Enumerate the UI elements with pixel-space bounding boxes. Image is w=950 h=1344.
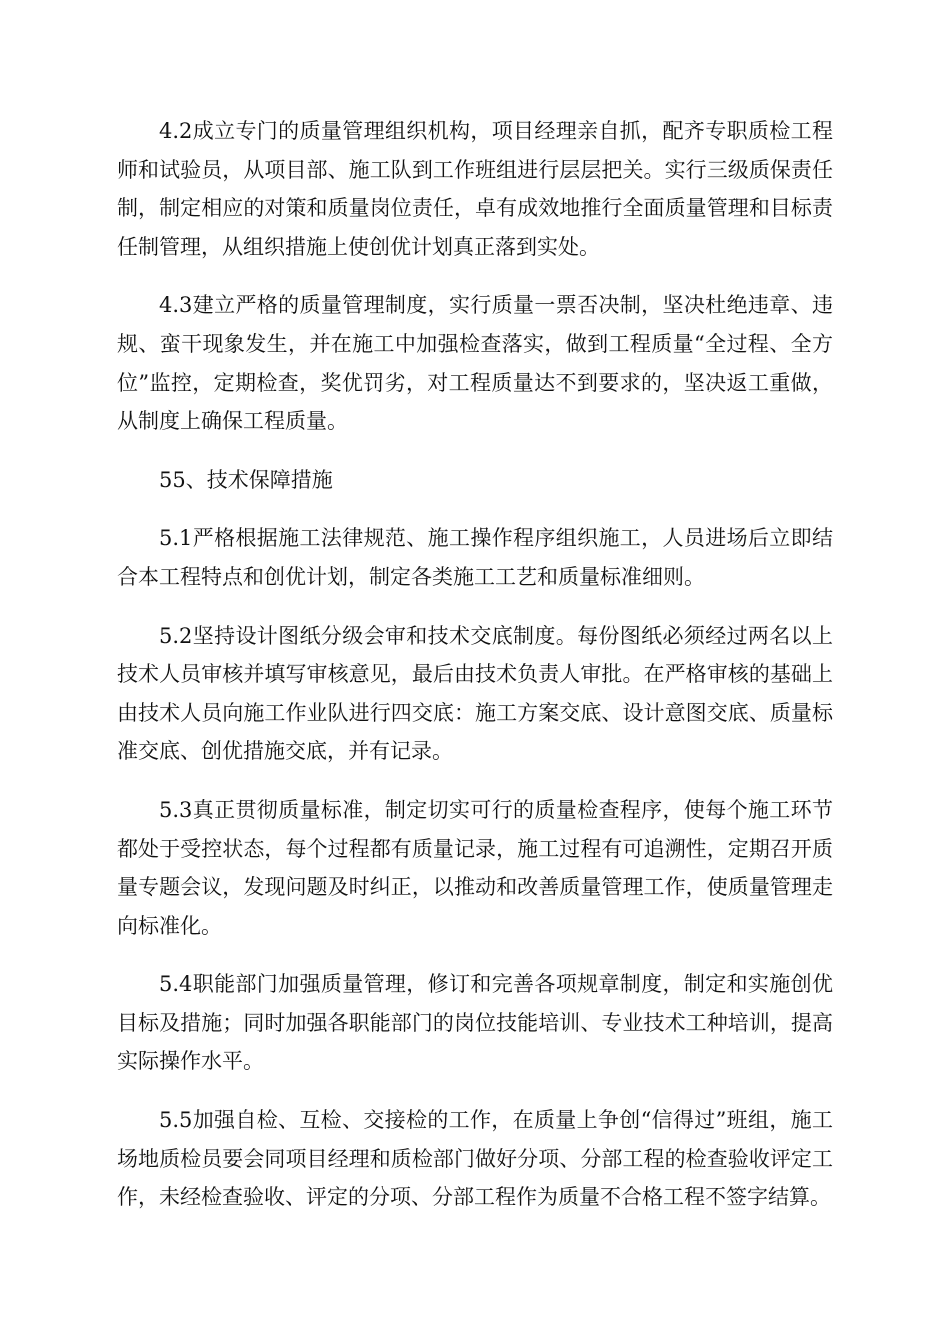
paragraph-4-3: 4.3建立严格的质量管理制度，实行质量一票否决制，坚决杜绝违章、违规、蛮干现象发生，并在施工中加强检查落实，做到工程质量“全过程、全方位”监控，定期检查，奖优罚劣，对工程质量达不到要求的，坚决返工重做，从制度上确保工程质量。 [117,293,833,434]
paragraph-5-1: 5.1严格根据施工法律规范、施工操作程序组织施工，人员进场后立即结合本工程特点和创优计划，制定各类施工工艺和质量标准细则。 [117,526,833,589]
paragraph-5-4: 5.4职能部门加强质量管理，修订和完善各项规章制度，制定和实施创优目标及措施；同时加强各职能部门的岗位技能培训、专业技术工种培训，提高实际操作水平。 [117,972,833,1074]
paragraph-5-5: 5.5加强自检、互检、交接检的工作，在质量上争创“信得过”班组，施工场地质检员要会同项目经理和质检部门做好分项、分部工程的检查验收评定工作，未经检查验收、评定的分项、分部工程作为质量不合格工程不签字结算。 [117,1108,833,1210]
paragraph-5-2: 5.2坚持设计图纸分级会审和技术交底制度。每份图纸必须经过两名以上技术人员审核并填写审核意见，最后由技术负责人审批。在严格审核的基础上由技术人员向施工作业队进行四交底：施工方案交底、设计意图交底、质量标准交底、创优措施交底，并有记录。 [117,623,833,764]
paragraph-4-2: 4.2成立专门的质量管理组织机构，项目经理亲自抓，配齐专职质检工程师和试验员，从项目部、施工队到工作班组进行层层把关。实行三级质保责任制，制定相应的对策和质量岗位责任，卓有成效地推行全面质量管理和目标责任制管理，从组织措施上使创优计划真正落到实处。 [117,119,833,259]
paragraph-5-3: 5.3真正贯彻质量标准，制定切实可行的质量检查程序，使每个施工环节都处于受控状态，每个过程都有质量记录，施工过程有可追溯性，定期召开质量专题会议，发现问题及时纠正，以推动和改善质量管理工作，使质量管理走向标准化。 [117,797,833,938]
section-heading-5: 55、技术保障措施 [159,467,333,492]
document-page [117,112,833,1237]
